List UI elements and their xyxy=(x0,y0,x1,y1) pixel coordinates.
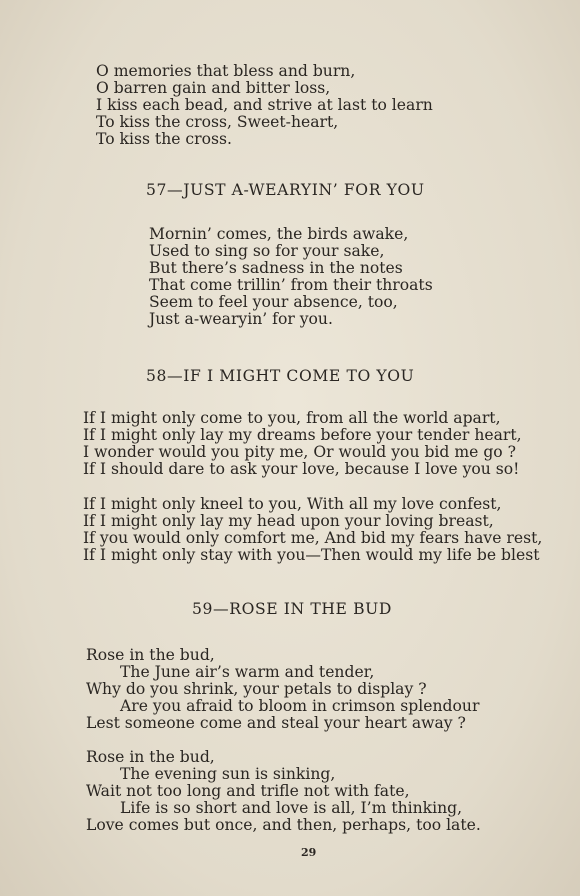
intro-stanza xyxy=(96,63,433,148)
verse-line: If I might only kneel to you, With all my love confest, xyxy=(83,495,502,513)
verse-line: If I might only lay my head upon your loving breast, xyxy=(83,512,494,530)
verse-line: Rose in the bud, xyxy=(86,748,215,766)
song-59-stanza-2 xyxy=(86,749,481,834)
page-number: 29 xyxy=(301,846,317,859)
verse-line: Just a-wearyin’ for you. xyxy=(149,310,333,328)
verse-line: Mornin’ comes, the birds awake, xyxy=(149,225,409,243)
verse-line: O memories that bless and burn, xyxy=(96,62,356,80)
verse-line: Lest someone come and steal your heart away ? xyxy=(86,714,466,732)
verse-line: If you would only comfort me, And bid my fears have rest, xyxy=(83,529,543,547)
song-58-stanza-1 xyxy=(83,410,522,478)
verse-line: If I might only lay my dreams before your tender heart, xyxy=(83,426,522,444)
verse-line: O barren gain and bitter loss, xyxy=(96,79,331,97)
song-59-stanza-1 xyxy=(86,647,479,732)
song-59-title: 59—ROSE IN THE BUD xyxy=(192,600,392,618)
verse-line: The June air’s warm and tender, xyxy=(120,663,375,681)
verse-line: If I should dare to ask your love, because I love you so! xyxy=(83,460,520,478)
song-57-verse xyxy=(149,226,433,328)
song-58-stanza-2 xyxy=(83,496,542,564)
verse-line: Love comes but once, and then, perhaps, too late. xyxy=(86,816,481,834)
verse-line: Are you afraid to bloom in crimson splendour xyxy=(120,697,480,715)
verse-line: Wait not too long and trifle not with fate, xyxy=(86,782,410,800)
verse-line: I kiss each bead, and strive at last to learn xyxy=(96,96,433,114)
verse-line: Used to sing so for your sake, xyxy=(149,242,385,260)
verse-line: Seem to feel your absence, too, xyxy=(149,293,398,311)
verse-line: Life is so short and love is all, I’m thinking, xyxy=(120,799,463,817)
verse-line: To kiss the cross. xyxy=(96,130,232,148)
verse-line: If I might only come to you, from all the world apart, xyxy=(83,409,501,427)
song-57-title: 57—JUST A-WEARYIN’ FOR YOU xyxy=(146,181,425,199)
verse-line: Why do you shrink, your petals to display ? xyxy=(86,680,427,698)
song-58-title: 58—IF I MIGHT COME TO YOU xyxy=(146,367,415,385)
verse-line: But there’s sadness in the notes xyxy=(149,259,403,277)
verse-line: Rose in the bud, xyxy=(86,646,215,664)
verse-line: That come trillin’ from their throats xyxy=(149,276,433,294)
verse-line: To kiss the cross, Sweet-heart, xyxy=(96,113,339,131)
verse-line: I wonder would you pity me, Or would you bid me go ? xyxy=(83,443,517,461)
verse-line: The evening sun is sinking, xyxy=(120,765,336,783)
verse-line: If I might only stay with you—Then would my life be blest xyxy=(83,546,540,564)
